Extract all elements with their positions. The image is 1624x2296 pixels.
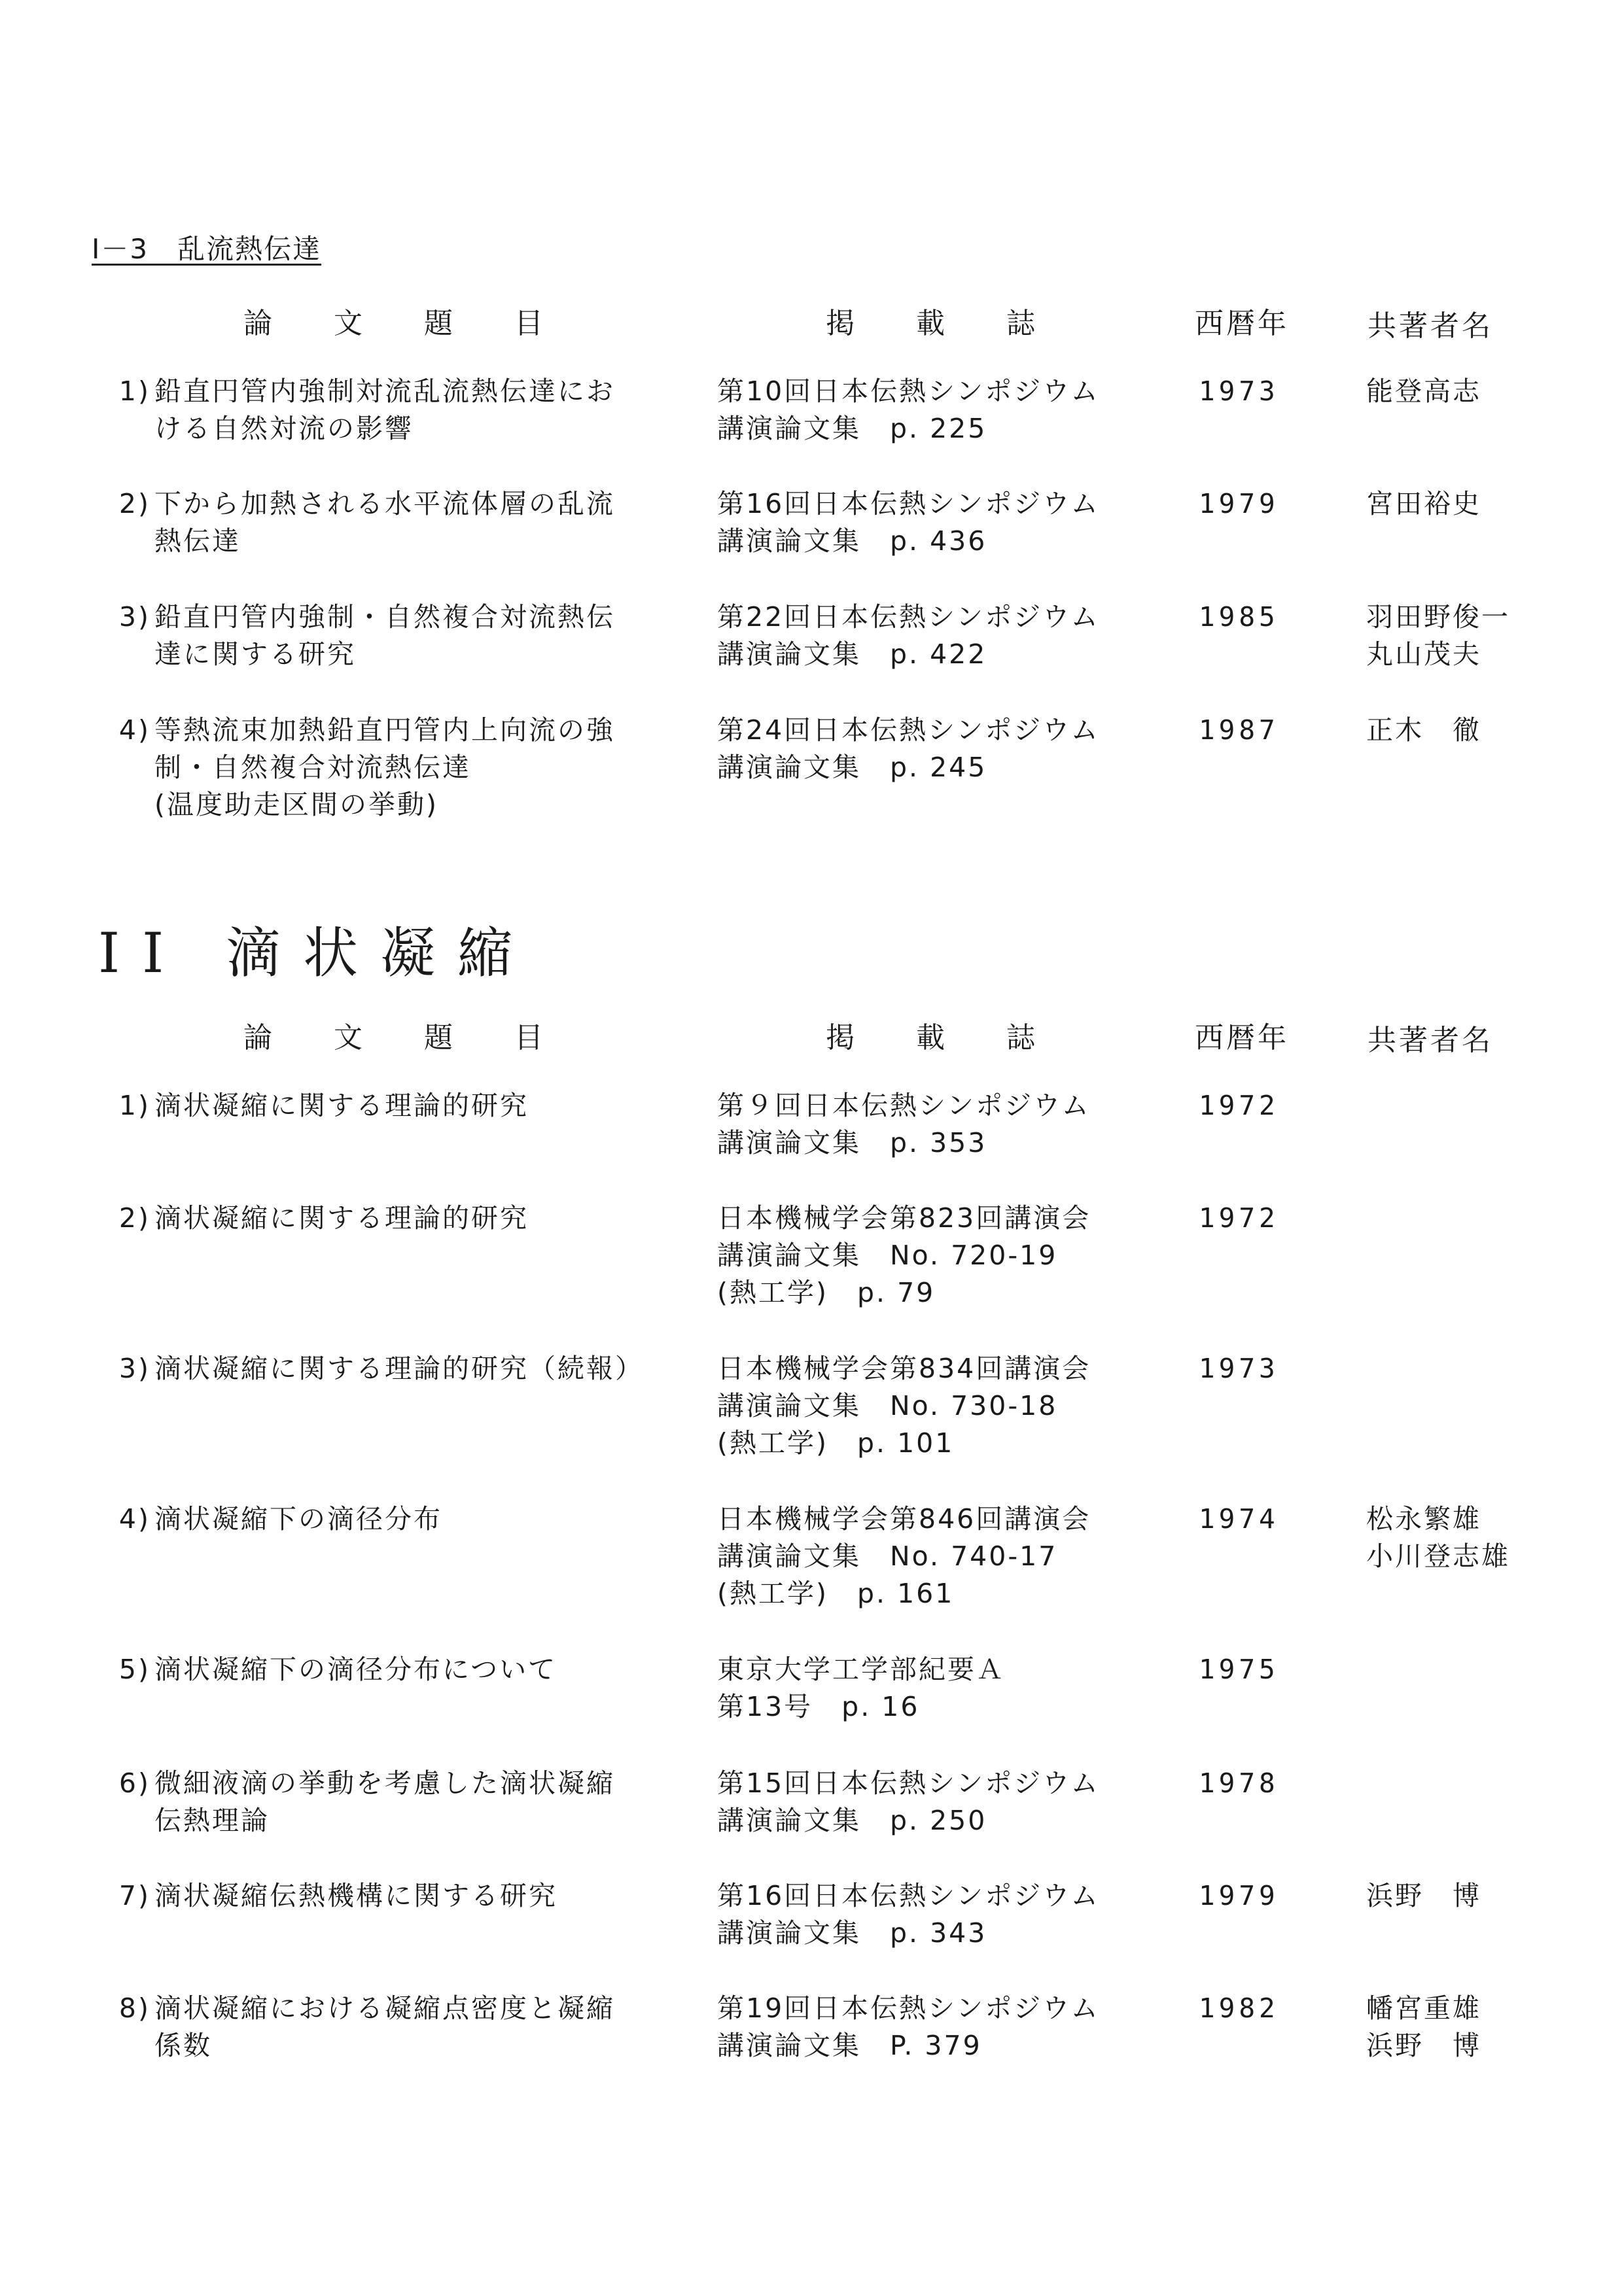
entry-number: 1) (118, 1090, 150, 1121)
journal-citation-line: 日本機械学会第823回講演会 (717, 1202, 1091, 1234)
coauthor-names (1366, 599, 1589, 673)
paper-title (154, 712, 665, 824)
publication-year: 1972 (1199, 1202, 1279, 1234)
coauthor-names (1366, 1501, 1589, 1575)
column-header-title: 論 文 題 目 (243, 307, 569, 340)
entry-number: 8) (118, 1992, 150, 2024)
coauthor-names-line: 正木 徹 (1366, 714, 1481, 746)
journal-citation (717, 599, 1149, 673)
coauthor-names (1366, 1877, 1589, 1915)
journal-citation-line: 講演論文集 p. 245 (717, 752, 987, 783)
column-header-journal: 掲 載 誌 (826, 307, 1061, 340)
paper-title-line: 下から加熱される水平流体層の乱流 (154, 488, 615, 519)
journal-citation (717, 1501, 1149, 1612)
journal-citation-line: 講演論文集 p. 250 (717, 1805, 987, 1836)
entry-number: 4) (118, 1503, 150, 1535)
publication-year: 1979 (1199, 488, 1279, 519)
journal-citation-line: 第15回日本伝熱シンポジウム (717, 1767, 1100, 1799)
publication-year: 1985 (1199, 601, 1279, 633)
journal-citation (717, 485, 1149, 560)
paper-title (154, 1990, 665, 2064)
journal-citation-line: 講演論文集 p. 353 (717, 1127, 987, 1158)
journal-citation-line: 講演論文集 P. 379 (717, 2030, 982, 2061)
paper-title-line: 達に関する研究 (154, 638, 356, 670)
journal-citation-line: 講演論文集 p. 225 (717, 413, 987, 444)
paper-title (154, 1350, 665, 1387)
column-header-year: 西暦年 (1195, 307, 1289, 340)
journal-citation (717, 1350, 1149, 1462)
journal-citation-line: (熱工学) p. 161 (717, 1578, 955, 1609)
journal-citation-line: 第９回日本伝熱シンポジウム (717, 1090, 1091, 1121)
publication-year: 1982 (1199, 1992, 1279, 2024)
paper-title-line: 鉛直円管内強制・自然複合対流熱伝 (154, 601, 615, 633)
paper-title-line: ける自然対流の影響 (154, 413, 414, 444)
paper-title-line: 滴状凝縮に関する理論的研究 (154, 1090, 529, 1121)
publication-year: 1973 (1199, 375, 1279, 407)
entry-number: 3) (118, 1353, 150, 1384)
journal-citation-line: 第22回日本伝熱シンポジウム (717, 601, 1100, 633)
paper-title-line: 滴状凝縮下の滴径分布について (154, 1654, 557, 1685)
coauthor-names-line: 幡宮重雄 (1366, 1992, 1481, 2024)
paper-title (154, 485, 665, 560)
coauthor-names (1366, 1990, 1589, 2064)
journal-citation (717, 1651, 1149, 1726)
paper-title (154, 1651, 665, 1688)
paper-title (154, 1765, 665, 1839)
journal-citation-line: (熱工学) p. 79 (717, 1277, 936, 1308)
journal-citation (717, 712, 1149, 786)
paper-title-line: 滴状凝縮に関する理論的研究（続報） (154, 1353, 644, 1384)
journal-citation-line: 第16回日本伝熱シンポジウム (717, 488, 1100, 519)
paper-title-line: 伝熱理論 (154, 1805, 270, 1836)
publication-year: 1972 (1199, 1090, 1279, 1121)
journal-citation-line: 第24回日本伝熱シンポジウム (717, 714, 1100, 746)
coauthor-names-line: 能登高志 (1366, 375, 1481, 407)
coauthor-names-line: 宮田裕史 (1366, 488, 1481, 519)
publication-year: 1987 (1199, 714, 1279, 746)
section-heading-turbulent-heat-transfer: I－3 乱流熱伝達 (92, 233, 322, 265)
paper-title-line: 等熱流束加熱鉛直円管内上向流の強 (154, 714, 615, 746)
column-header-journal: 掲 載 誌 (826, 1021, 1061, 1054)
journal-citation-line: 日本機械学会第846回講演会 (717, 1503, 1091, 1535)
entry-number: 4) (118, 714, 150, 746)
journal-citation-line: 第10回日本伝熱シンポジウム (717, 375, 1100, 407)
coauthor-names (1366, 373, 1589, 410)
entry-number: 7) (118, 1880, 150, 1911)
paper-title (154, 373, 665, 447)
paper-title-line: (温度助走区間の挙動) (154, 789, 438, 820)
entry-number: 3) (118, 601, 150, 633)
paper-title-line: 滴状凝縮下の滴径分布 (154, 1503, 442, 1535)
entry-number: 2) (118, 1202, 150, 1234)
journal-citation (717, 1200, 1149, 1312)
paper-title-line: 係数 (154, 2030, 212, 2061)
publication-year: 1975 (1199, 1654, 1279, 1685)
entry-number: 1) (118, 375, 150, 407)
paper-title (154, 1087, 665, 1124)
coauthor-names-line: 松永繁雄 (1366, 1503, 1481, 1535)
paper-title-line: 熱伝達 (154, 525, 241, 557)
column-header-coauthor: 共著者名 (1368, 309, 1493, 343)
publication-year: 1974 (1199, 1503, 1279, 1535)
journal-citation-line: 東京大学工学部紀要Ａ (717, 1654, 1005, 1685)
journal-citation (717, 1877, 1149, 1952)
coauthor-names-line: 浜野 博 (1366, 1880, 1481, 1911)
journal-citation (717, 1765, 1149, 1839)
column-header-coauthor: 共著者名 (1368, 1024, 1493, 1057)
paper-title-line: 滴状凝縮における凝縮点密度と凝縮 (154, 1992, 615, 2024)
journal-citation-line: 講演論文集 No. 730-18 (717, 1390, 1058, 1421)
journal-citation-line: 講演論文集 p. 422 (717, 638, 987, 670)
journal-citation-line: 講演論文集 No. 720-19 (717, 1240, 1058, 1271)
journal-citation (717, 1087, 1149, 1162)
paper-title-line: 制・自然複合対流熱伝達 (154, 752, 471, 783)
section-heading-dropwise-condensation: II 滴状凝縮 (98, 921, 535, 985)
journal-citation-line: 第13号 p. 16 (717, 1691, 920, 1722)
journal-citation (717, 1990, 1149, 2064)
journal-citation-line: (熱工学) p. 101 (717, 1427, 955, 1459)
journal-citation-line: 第16回日本伝熱シンポジウム (717, 1880, 1100, 1911)
paper-title-line: 滴状凝縮伝熱機構に関する研究 (154, 1880, 557, 1911)
entry-number: 6) (118, 1767, 150, 1799)
publication-year: 1973 (1199, 1353, 1279, 1384)
publication-year: 1978 (1199, 1767, 1279, 1799)
coauthor-names (1366, 712, 1589, 749)
journal-citation-line: 講演論文集 No. 740-17 (717, 1540, 1058, 1572)
paper-title-line: 鉛直円管内強制対流乱流熱伝達にお (154, 375, 615, 407)
journal-citation (717, 373, 1149, 447)
paper-title (154, 1501, 665, 1538)
coauthor-names-line: 小川登志雄 (1366, 1540, 1510, 1572)
journal-citation-line: 講演論文集 p. 343 (717, 1917, 987, 1949)
column-header-year: 西暦年 (1195, 1021, 1289, 1054)
paper-title (154, 1877, 665, 1915)
entry-number: 2) (118, 488, 150, 519)
paper-title (154, 1200, 665, 1237)
coauthor-names-line: 丸山茂夫 (1366, 638, 1481, 670)
paper-title-line: 滴状凝縮に関する理論的研究 (154, 1202, 529, 1234)
publication-year: 1979 (1199, 1880, 1279, 1911)
journal-citation-line: 講演論文集 p. 436 (717, 525, 987, 557)
coauthor-names-line: 浜野 博 (1366, 2030, 1481, 2061)
coauthor-names (1366, 485, 1589, 523)
paper-title (154, 599, 665, 673)
paper-title-line: 微細液滴の挙動を考慮した滴状凝縮 (154, 1767, 615, 1799)
journal-citation-line: 第19回日本伝熱シンポジウム (717, 1992, 1100, 2024)
coauthor-names-line: 羽田野俊一 (1366, 601, 1510, 633)
journal-citation-line: 日本機械学会第834回講演会 (717, 1353, 1091, 1384)
column-header-title: 論 文 題 目 (243, 1021, 569, 1054)
entry-number: 5) (118, 1654, 150, 1685)
